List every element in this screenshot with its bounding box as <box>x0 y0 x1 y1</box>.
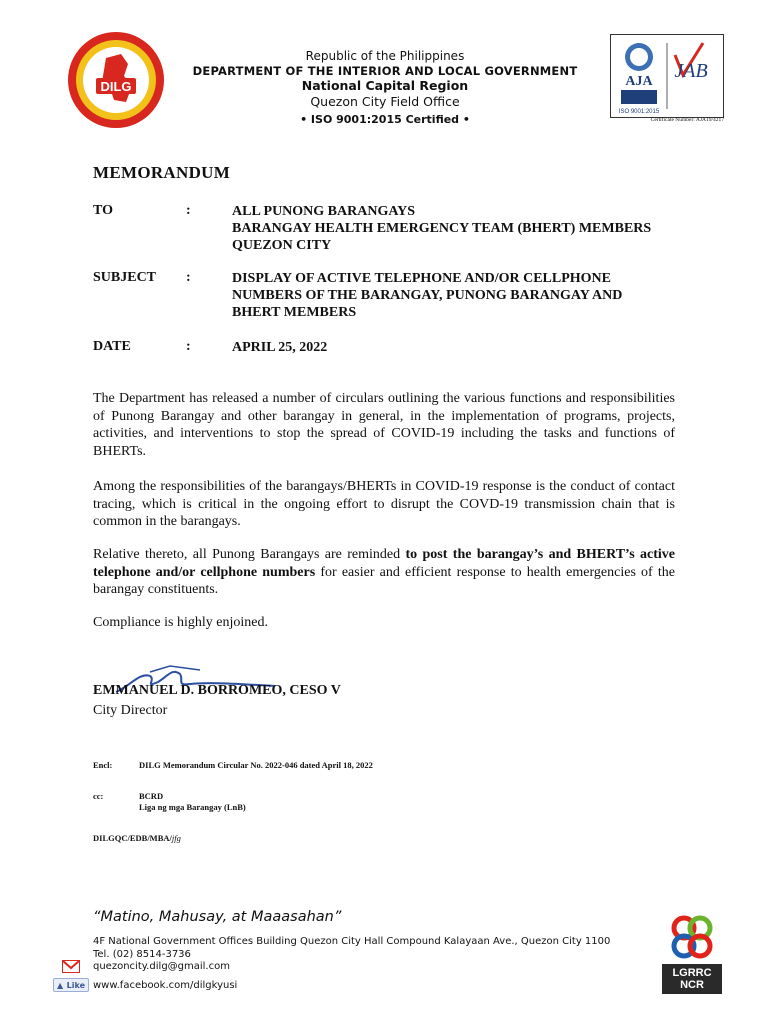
cc-item: Liga ng mga Barangay (LnB) <box>139 802 246 812</box>
body-paragraph-4: Compliance is highly enjoined. <box>93 615 268 630</box>
signatory-title: City Director <box>93 703 168 718</box>
subject-line: BHERT MEMBERS <box>232 305 357 320</box>
office-line: Quezon City Field Office <box>310 94 460 109</box>
dilg-seal-logo <box>66 30 166 130</box>
like-label: Like <box>66 981 85 990</box>
body-paragraph-2: Among the responsibilities of the barangays/BHERTs in COVID-19 response is the conduct of contact tracing, which is critical in the ongoing effort to disrupt the COVD-19 transmission chain that is common in the barangays. <box>93 479 675 529</box>
footer-address: 4F National Government Offices Building Quezon City Hall Compound Kalayaan Ave., Quezon City 1100 <box>93 936 611 947</box>
footer-email[interactable]: quezoncity.dilg@gmail.com <box>93 961 230 972</box>
reference-code <box>93 833 181 843</box>
motto: “Matino, Mahusay, at Maaasahan” <box>93 909 342 925</box>
thumbs-up-icon: ▲ <box>57 981 64 990</box>
seal-text: DILG <box>100 79 132 94</box>
subject-line: NUMBERS OF THE BARANGAY, PUNONG BARANGAY AND <box>232 288 623 303</box>
cert-left-sub: ISO 9001:2015 <box>618 109 660 115</box>
lgrrc-emblem <box>662 912 722 994</box>
p3-emphasis: to post the barangay’s and BHERT’s active telephone and/or cellphone numbers <box>93 547 675 580</box>
subject-text <box>232 270 672 321</box>
to-label: TO <box>93 203 113 218</box>
certification-emblem <box>611 35 723 117</box>
reference-initials: jfg <box>171 833 181 843</box>
memo-title: MEMORANDUM <box>93 163 231 182</box>
certificate-number: Certificate Number: AJA19/4217 <box>650 117 724 123</box>
cc-list <box>139 791 246 813</box>
date-colon: : <box>186 339 191 354</box>
to-recipients <box>232 203 672 254</box>
gmail-icon <box>62 960 80 973</box>
iso-line: • ISO 9001:2015 Certified • <box>300 113 470 126</box>
facebook-like-button[interactable] <box>53 978 89 992</box>
republic-line: Republic of the Philippines <box>305 49 465 63</box>
lgrrc-ncr-logo <box>662 912 722 994</box>
subject-line: DISPLAY OF ACTIVE TELEPHONE AND/OR CELLPHONE <box>232 271 611 286</box>
department-line: DEPARTMENT OF THE INTERIOR AND LOCAL GOVERNMENT <box>192 64 578 78</box>
iso-certification-logo <box>610 34 724 118</box>
cert-left-text: AJA <box>625 74 653 89</box>
region-line: National Capital Region <box>301 78 469 93</box>
ncr-text: NCR <box>680 979 704 991</box>
to-line: QUEZON CITY <box>232 238 332 253</box>
cc-item: BCRD <box>139 791 164 801</box>
reference-prefix: DILGQC/EDB/MBA/ <box>93 833 172 843</box>
p3-end: for easier and efficient response to health emergencies of the barangay constituents. <box>93 564 675 597</box>
footer-facebook[interactable]: www.facebook.com/dilgkyusi <box>93 980 238 991</box>
to-colon: : <box>186 203 191 218</box>
date-value: APRIL 25, 2022 <box>232 340 328 355</box>
body-paragraph-1: The Department has released a number of circulars outlining the various functions and responsibilities of Punong Barangay and other barangay in general, in the implementation of programs, projects, activities, and interventions to stop the spread of COVID-19 including the tasks and functions of BHERTs. <box>93 391 675 459</box>
cert-right-text: JAB <box>674 60 708 82</box>
subject-label: SUBJECT <box>93 270 157 285</box>
footer-telephone: Tel. (02) 8514-3736 <box>93 949 191 960</box>
body-paragraph-3 <box>93 546 675 599</box>
date-label: DATE <box>93 339 131 354</box>
to-line: ALL PUNONG BARANGAYS <box>232 204 416 219</box>
letterhead <box>170 49 600 128</box>
p3-intro: Relative thereto, all Punong Barangays are reminded <box>93 547 406 562</box>
signatory-name: EMMANUEL D. BORROMEO, CESO V <box>93 683 341 698</box>
enclosure-label: Encl: <box>93 760 113 770</box>
lgrrc-text: LGRRC <box>672 967 712 979</box>
to-line: BARANGAY HEALTH EMERGENCY TEAM (BHERT) MEMBERS <box>232 221 652 236</box>
enclosure-value: DILG Memorandum Circular No. 2022-046 dated April 18, 2022 <box>139 760 373 770</box>
subject-colon: : <box>186 270 191 285</box>
cc-label: cc: <box>93 791 104 801</box>
